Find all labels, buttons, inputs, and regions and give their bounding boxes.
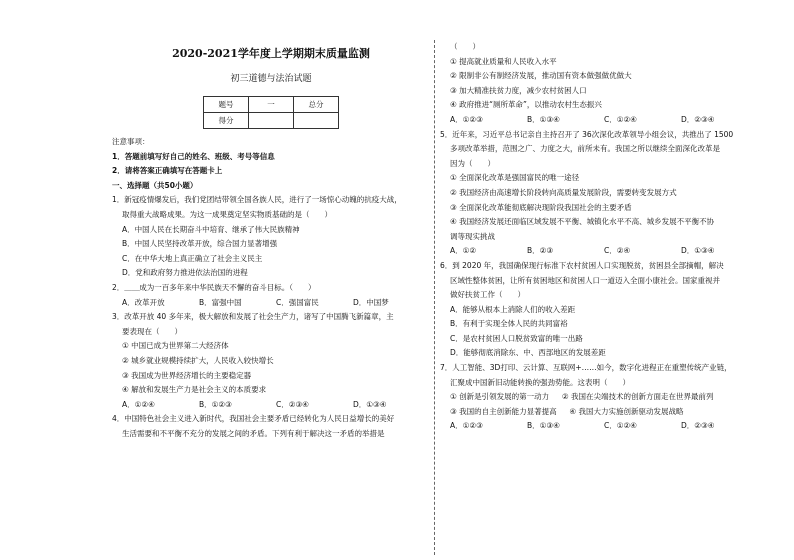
statement: ④ 我国大力实施创新驱动发展战略	[569, 406, 684, 416]
option: D．中国梦	[353, 297, 389, 307]
question-text: 因为（ ）	[450, 158, 495, 168]
option: D．②③④	[681, 114, 715, 124]
option: C．在中华大地上真正确立了社会主义民主	[122, 253, 263, 263]
question-6	[440, 259, 758, 361]
option: B．①②③	[199, 399, 232, 409]
question-5	[440, 128, 758, 259]
score-row-label: 得分	[204, 113, 249, 129]
question-4-continued	[440, 40, 758, 128]
question-text: 5．近年来，习近平总书记亲自主持召开了 36次深化改革领导小组会议，共推出了 1500	[440, 129, 734, 139]
statement: ② 我国经济由高速增长阶段转向高质量发展阶段，需要转变发展方式	[450, 187, 677, 197]
score-table-header-row	[204, 97, 339, 113]
section-title: 一、选择题（共50小题）	[112, 180, 198, 190]
option: B．中国人民坚持改革开放，综合国力显著增强	[122, 239, 278, 249]
statement: ④ 政府推进“厕所革命”，以推动农村生态振兴	[450, 100, 602, 110]
option-row	[440, 419, 758, 434]
statement: ③ 全面深化改革能彻底解决现阶段我国社会的主要矛盾	[450, 202, 632, 212]
question-3	[112, 310, 430, 412]
column-divider	[434, 40, 435, 555]
question-text: 6．到 2020 年，我国确保现行标准下农村贫困人口实现脱贫，贫困县全部摘帽，解决	[440, 260, 724, 270]
option: B．富强中国	[199, 297, 242, 307]
question-text: 要表现在（ ）	[122, 326, 182, 336]
option: D．党和政府努力推进依法治国的进程	[122, 268, 248, 278]
exam-subtitle: 初三道德与法治试题	[230, 74, 312, 84]
statement: ① 中国已成为世界第二大经济体	[122, 341, 229, 351]
question-text: 1．新冠疫情爆发后，我们党团结带领全国各族人民，进行了一场惊心动魄的抗疫大战，	[112, 195, 402, 205]
option-row	[440, 244, 758, 259]
score-table-row	[204, 113, 339, 129]
question-text: 区域性整体贫困，让所有贫困地区和贫困人口一道迈入全面小康社会。国家重视并	[450, 275, 720, 285]
score-table-header: 总分	[294, 97, 339, 113]
question-text: （ ）	[450, 42, 480, 51]
option: B．②③	[527, 246, 554, 256]
statement: ② 城乡就业规模持续扩大，人民收入较快增长	[122, 355, 274, 365]
option: A．①②	[450, 246, 477, 256]
question-text: 取得重大战略成果。为这一成果奠定坚实物质基础的是（ ）	[122, 209, 332, 219]
statement: ② 限制非公有制经济发展，推动国有资本做强做优做大	[450, 71, 632, 81]
option: A．①②④	[122, 399, 155, 409]
question-text: 多项改革举措，范围之广、力度之大，前所未有。我国之所以继续全面深化改革是	[450, 144, 720, 154]
score-table-header: 题号	[204, 97, 249, 113]
note-item: 2．请将答案正确填写在答题卡上	[112, 166, 223, 176]
notes	[112, 135, 430, 193]
question-text: 7．人工智能、3D打印、云计算、互联网+……如今，数字化进程正在重塑传统产业链，	[440, 363, 732, 373]
option: A．改革开放	[122, 297, 165, 307]
option: A．①②③	[450, 421, 483, 431]
option: C．②③④	[276, 399, 309, 409]
statement: ① 创新是引领发展的第一动力	[450, 392, 550, 402]
score-table	[203, 96, 339, 129]
option: C．强国富民	[276, 297, 319, 307]
option: C．①②④	[604, 114, 637, 124]
option: D．能够彻底消除东、中、西部地区的发展差距	[450, 348, 606, 358]
option-row	[112, 398, 430, 413]
score-table-header: 一	[249, 97, 294, 113]
option: D．①③④	[353, 399, 387, 409]
statement: 调等现实挑战	[450, 231, 495, 241]
statement-row	[440, 390, 758, 405]
score-cell[interactable]	[249, 113, 294, 129]
question-text: 3．改革开放 40 多年来，极大解放和发展了社会生产力，诸写了中国腾飞新篇章，主	[112, 312, 394, 322]
score-cell[interactable]	[294, 113, 339, 129]
statement: ④ 解放和发展生产力是社会主义的本质要求	[122, 385, 267, 395]
question-text: 做好扶贫工作（ ）	[450, 290, 525, 300]
statement: ③ 我国成为世界经济增长的主要稳定器	[122, 370, 252, 380]
statement: ③ 我国的自主创新能力显著提高	[450, 406, 557, 416]
option: D．①③④	[681, 246, 715, 256]
option: A．①②③	[450, 114, 483, 124]
option: A．中国人民在长期奋斗中培育、继承了伟大民族精神	[122, 224, 300, 234]
question-4	[112, 412, 430, 441]
statement: ② 我国在尖端技术的创新方面走在世界最前列	[561, 392, 714, 402]
option: A．能够从根本上消除人们的收入差距	[450, 304, 576, 314]
option: D．②③④	[681, 421, 715, 431]
statement: ① 全面深化改革是强国富民的唯一途径	[450, 173, 580, 183]
note-item: 1．答题前填写好自己的姓名、班级、考号等信息	[112, 151, 275, 161]
statement: ③ 加大精准扶贫力度，减少农村贫困人口	[450, 85, 587, 95]
right-column	[440, 40, 758, 434]
statement-row	[440, 405, 758, 420]
left-column	[112, 40, 430, 441]
statement: ④ 我国经济发展还面临区域发展不平衡、城镇化水平不高、城乡发展不平衡不协	[450, 217, 715, 227]
option: C．①②④	[604, 421, 637, 431]
question-text: 生活需要和不平衡不充分的发展之间的矛盾。下列有利于解决这一矛盾的举措是	[122, 428, 385, 438]
option: B．有利于实现全体人民的共同富裕	[450, 319, 568, 329]
question-7	[440, 361, 758, 434]
exam-title: 2020-2021学年度上学期期末质量监测	[172, 47, 370, 60]
option: B．①③④	[527, 421, 560, 431]
option-row	[112, 296, 430, 311]
option: C．②④	[604, 246, 631, 256]
option: C．是农村贫困人口脱贫致富的唯一出路	[450, 333, 583, 343]
option-row	[440, 113, 758, 128]
notes-title: 注意事项：	[112, 137, 150, 146]
question-text: 2．＿＿成为一百多年来中华民族天不懈的奋斗目标。（ ）	[112, 282, 316, 292]
question-2	[112, 281, 430, 310]
question-text: 4．中国特色社会主义进入新时代，我国社会主要矛盾已经转化为人民日益增长的美好	[112, 414, 395, 424]
option: B．①③④	[527, 114, 560, 124]
question-1	[112, 193, 430, 281]
question-text: 汇聚成中国新旧动能转换的强劲势能。这表明（ ）	[450, 377, 630, 387]
statement: ① 提高就业质量和人民收入水平	[450, 56, 557, 66]
